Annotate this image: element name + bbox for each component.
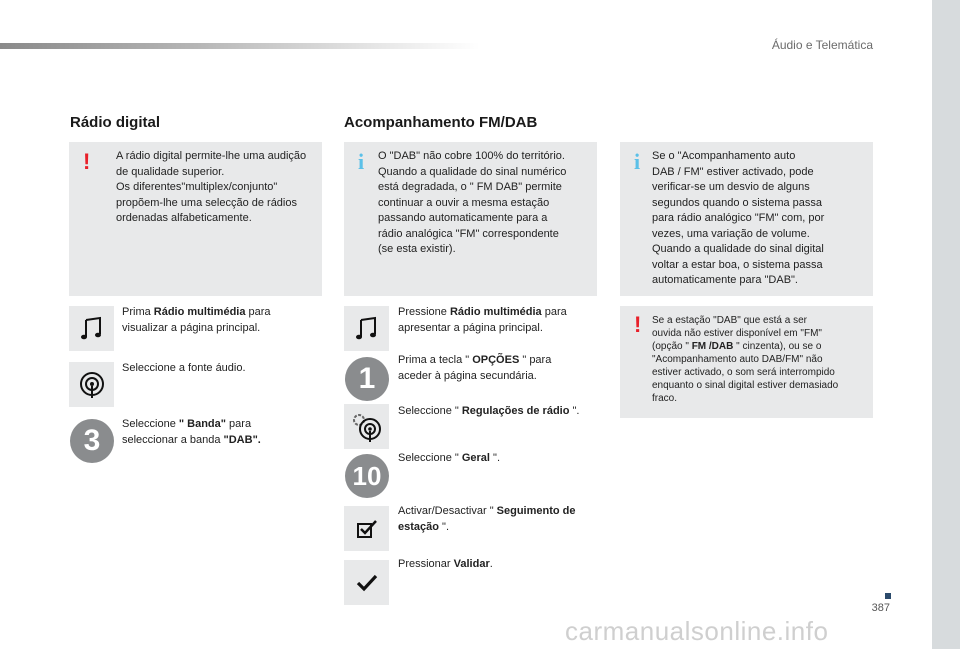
warning-line: ouvida não estiver disponível em "FM" bbox=[652, 328, 822, 339]
step-press-multimedia: Prima Rádio multimédia para visualizar a página principal. bbox=[122, 306, 271, 334]
header-gradient-bar bbox=[0, 43, 480, 49]
warning-line: (opção " FM /DAB " cinzenta), ou se o bbox=[652, 341, 822, 352]
info-line: O "DAB" não cobre 100% do território. bbox=[378, 150, 565, 162]
step-press-options: Prima a tecla " OPÇÕES " para aceder à página secundária. bbox=[398, 354, 552, 382]
music-note-icon bbox=[344, 306, 389, 351]
warning-line: estiver activado, o som será interrompido bbox=[652, 367, 835, 378]
section-title: Áudio e Telemática bbox=[771, 38, 873, 52]
info-icon: i bbox=[358, 149, 365, 174]
warning-line: Os diferentes"multiplex/conjunto" bbox=[116, 181, 278, 193]
step-radio-settings: Seleccione " Regulações de rádio ". bbox=[398, 405, 580, 417]
radio-source-icon bbox=[69, 362, 114, 407]
step-validate: Pressionar Validar. bbox=[398, 558, 493, 570]
step-select-band: Seleccione " Banda" para seleccionar a banda "DAB". bbox=[122, 418, 261, 446]
warning-line: de qualidade superior. bbox=[116, 165, 225, 178]
middle-heading: Acompanhamento FM/DAB bbox=[344, 114, 538, 131]
info-line: DAB / FM" estiver activado, pode bbox=[652, 165, 814, 178]
step-number-badge: 10 bbox=[345, 454, 389, 498]
warning-text bbox=[652, 314, 872, 405]
info-line: está degradada, o " FM DAB" permite bbox=[378, 181, 562, 193]
info-line: continuar a ouvir a mesma estação bbox=[378, 196, 550, 209]
step-select-source: Seleccione a fonte áudio. bbox=[122, 362, 246, 374]
warning-box-digital-radio bbox=[69, 142, 322, 296]
step-number-badge: 3 bbox=[70, 419, 114, 463]
info-line: Quando a qualidade do sinal numérico bbox=[378, 165, 567, 178]
info-line: (se esta existir). bbox=[378, 243, 456, 255]
info-line: segundos quando o sistema passa bbox=[652, 196, 823, 209]
info-line: vezes, uma variação de volume. bbox=[652, 227, 810, 240]
watermark: carmanualsonline.info bbox=[565, 616, 829, 646]
page-marker bbox=[885, 593, 891, 599]
info-line: para rádio analógico "FM" com, por bbox=[652, 212, 825, 224]
warning-line: enquanto o sinal digital estiver demasiado bbox=[652, 380, 839, 391]
warning-line: ordenadas alfabeticamente. bbox=[116, 212, 252, 224]
music-note-icon bbox=[69, 306, 114, 351]
info-line: passando automaticamente para a bbox=[378, 212, 548, 224]
step-toggle-station-tracking: Activar/Desactivar " Seguimento de estação ". bbox=[398, 505, 576, 533]
left-heading: Rádio digital bbox=[70, 114, 160, 131]
step-press-multimedia: Pressione Rádio multimédia para apresentar a página principal. bbox=[398, 306, 567, 334]
info-box-dab-coverage bbox=[344, 142, 597, 296]
warning-icon: ! bbox=[83, 149, 91, 174]
info-box-auto-tracking bbox=[620, 142, 873, 296]
step-select-general: Seleccione " Geral ". bbox=[398, 452, 501, 464]
info-line: rádio analógica "FM" correspondente bbox=[378, 227, 559, 240]
page-number: 387 bbox=[871, 602, 890, 614]
info-line: automaticamente para "DAB". bbox=[652, 274, 798, 286]
warning-line: propõem-lhe uma selecção de rádios bbox=[116, 196, 297, 209]
warning-line: fraco. bbox=[652, 393, 678, 404]
check-mark-icon bbox=[344, 560, 389, 605]
page-side-tab bbox=[932, 0, 960, 649]
warning-text bbox=[116, 149, 320, 227]
warning-line: Se a estação "DAB" que está a ser bbox=[652, 315, 807, 326]
radio-settings-icon bbox=[344, 404, 389, 449]
step-number-badge: 1 bbox=[345, 357, 389, 401]
info-line: Se o "Acompanhamento auto bbox=[652, 150, 796, 162]
info-icon: i bbox=[634, 149, 641, 174]
checkbox-icon bbox=[344, 506, 389, 551]
warning-line: A rádio digital permite-lhe uma audição bbox=[116, 150, 307, 162]
warning-box-station-unavailable bbox=[620, 306, 873, 418]
info-text bbox=[378, 149, 594, 258]
info-line: voltar a estar boa, o sistema passa bbox=[652, 258, 823, 271]
warning-icon: ! bbox=[634, 312, 642, 337]
info-line: Quando a qualidade do sinal digital bbox=[652, 243, 824, 255]
info-text bbox=[652, 149, 870, 289]
warning-line: "Acompanhamento auto DAB/FM" não bbox=[652, 354, 823, 365]
info-line: verificar-se um desvio de alguns bbox=[652, 181, 810, 193]
